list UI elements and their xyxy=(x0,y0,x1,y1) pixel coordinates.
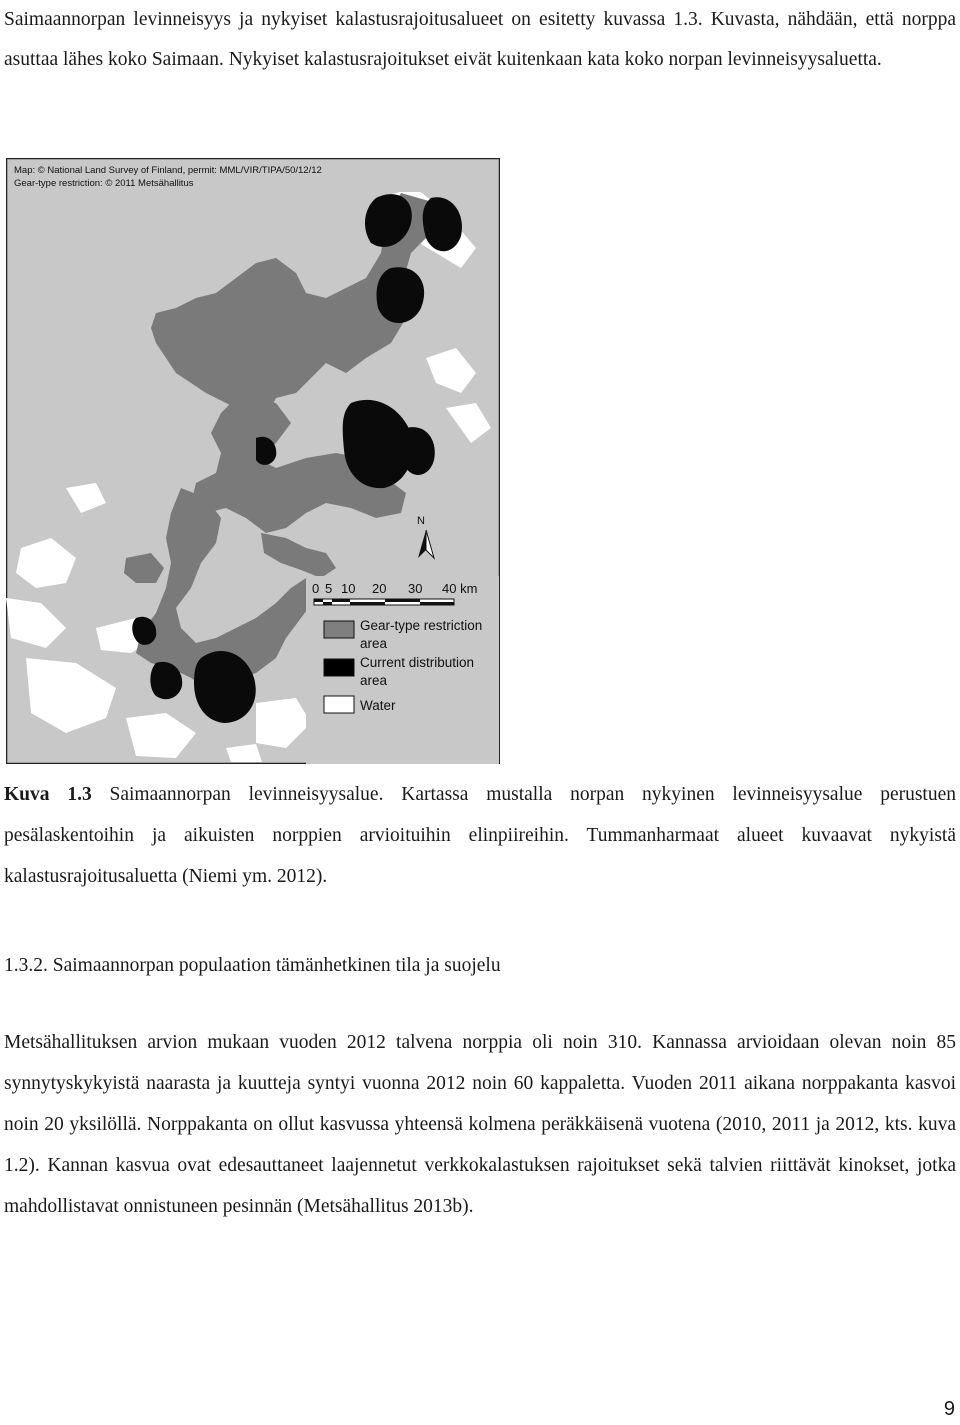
scale-label-40: 40 km xyxy=(442,581,478,596)
map-legend xyxy=(306,576,499,764)
legend-swatch-restriction xyxy=(324,621,354,638)
page-number: 9 xyxy=(943,1398,955,1420)
caption-text: Saimaannorpan levinneisyysalue. Kartassa mustalla norpan nykyinen levinneisyysalue perustuen pesälaskentoihin ja aikuisten norppien arvioituihin elinpiireihin. Tummanharmaat alueet kuvaavat nykyistä kalastusrajoitusaluetta (Niemi ym. 2012). xyxy=(4,784,957,887)
legend-label-restriction-2: area xyxy=(360,636,388,651)
intro-paragraph: Saimaannorpan levinneisyys ja nykyiset kalastusrajoitusalueet on esitetty kuvassa 1.3. Kuvasta, nähdään, että norppa asuttaa lähes koko Saimaan. Nykyiset kalastusrajoitukset eivät kuitenkaan kata koko norpan levinneisyysaluetta. xyxy=(4,9,956,70)
legend-swatch-water xyxy=(324,696,354,713)
legend-entry-water xyxy=(324,696,396,713)
caption-label: Kuva 1.3 xyxy=(4,784,92,805)
scale-label-5: 5 xyxy=(325,581,333,596)
scale-label-30: 30 xyxy=(408,581,423,596)
scale-label-10: 10 xyxy=(341,581,356,596)
figure-caption xyxy=(4,774,956,897)
scale-label-0: 0 xyxy=(312,581,320,596)
body-paragraph: Metsähallituksen arvion mukaan vuoden 2012 talvena norppia oli noin 310. Kannassa arvioidaan olevan noin 85 synnytyskykyistä naarasta ja kuutteja syntyi vuonna 2012 noin 60 kappaletta. Vuoden 2011 aikana norppakanta kasvoi noin 20 yksilöllä. Norppakanta on ollut kasvussa yhteensä kolmena peräkkäisenä vuotena (2010, 2011 ja 2012, kts. kuva 1.2). Kannan kasvua ovat edesauttaneet laajennetut verkkokalastuksen rajoitukset sekä talvien riittävät kinokset, jotka mahdollistavat onnistuneen pesinnän (Metsähallitus 2013b). xyxy=(4,1032,956,1217)
legend-label-water: Water xyxy=(360,698,396,713)
legend-label-restriction-1: Gear-type restriction xyxy=(360,618,483,633)
map-credit-line-1: Map: © National Land Survey of Finland, permit: MML/VIR/TIPA/50/12/12 xyxy=(14,165,322,176)
north-label: N xyxy=(417,515,425,527)
legend-label-distribution-1: Current distribution xyxy=(360,655,475,670)
saimaa-map xyxy=(6,158,500,764)
scale-label-20: 20 xyxy=(372,581,387,596)
map-credit-line-2: Gear-type restriction: © 2011 Metsähallitus xyxy=(14,178,194,189)
saimaa-map-figure xyxy=(6,158,500,764)
section-heading: 1.3.2. Saimaannorpan populaation tämänhetkinen tila ja suojelu xyxy=(4,955,501,976)
legend-swatch-distribution xyxy=(324,659,354,676)
legend-label-distribution-2: area xyxy=(360,673,388,688)
